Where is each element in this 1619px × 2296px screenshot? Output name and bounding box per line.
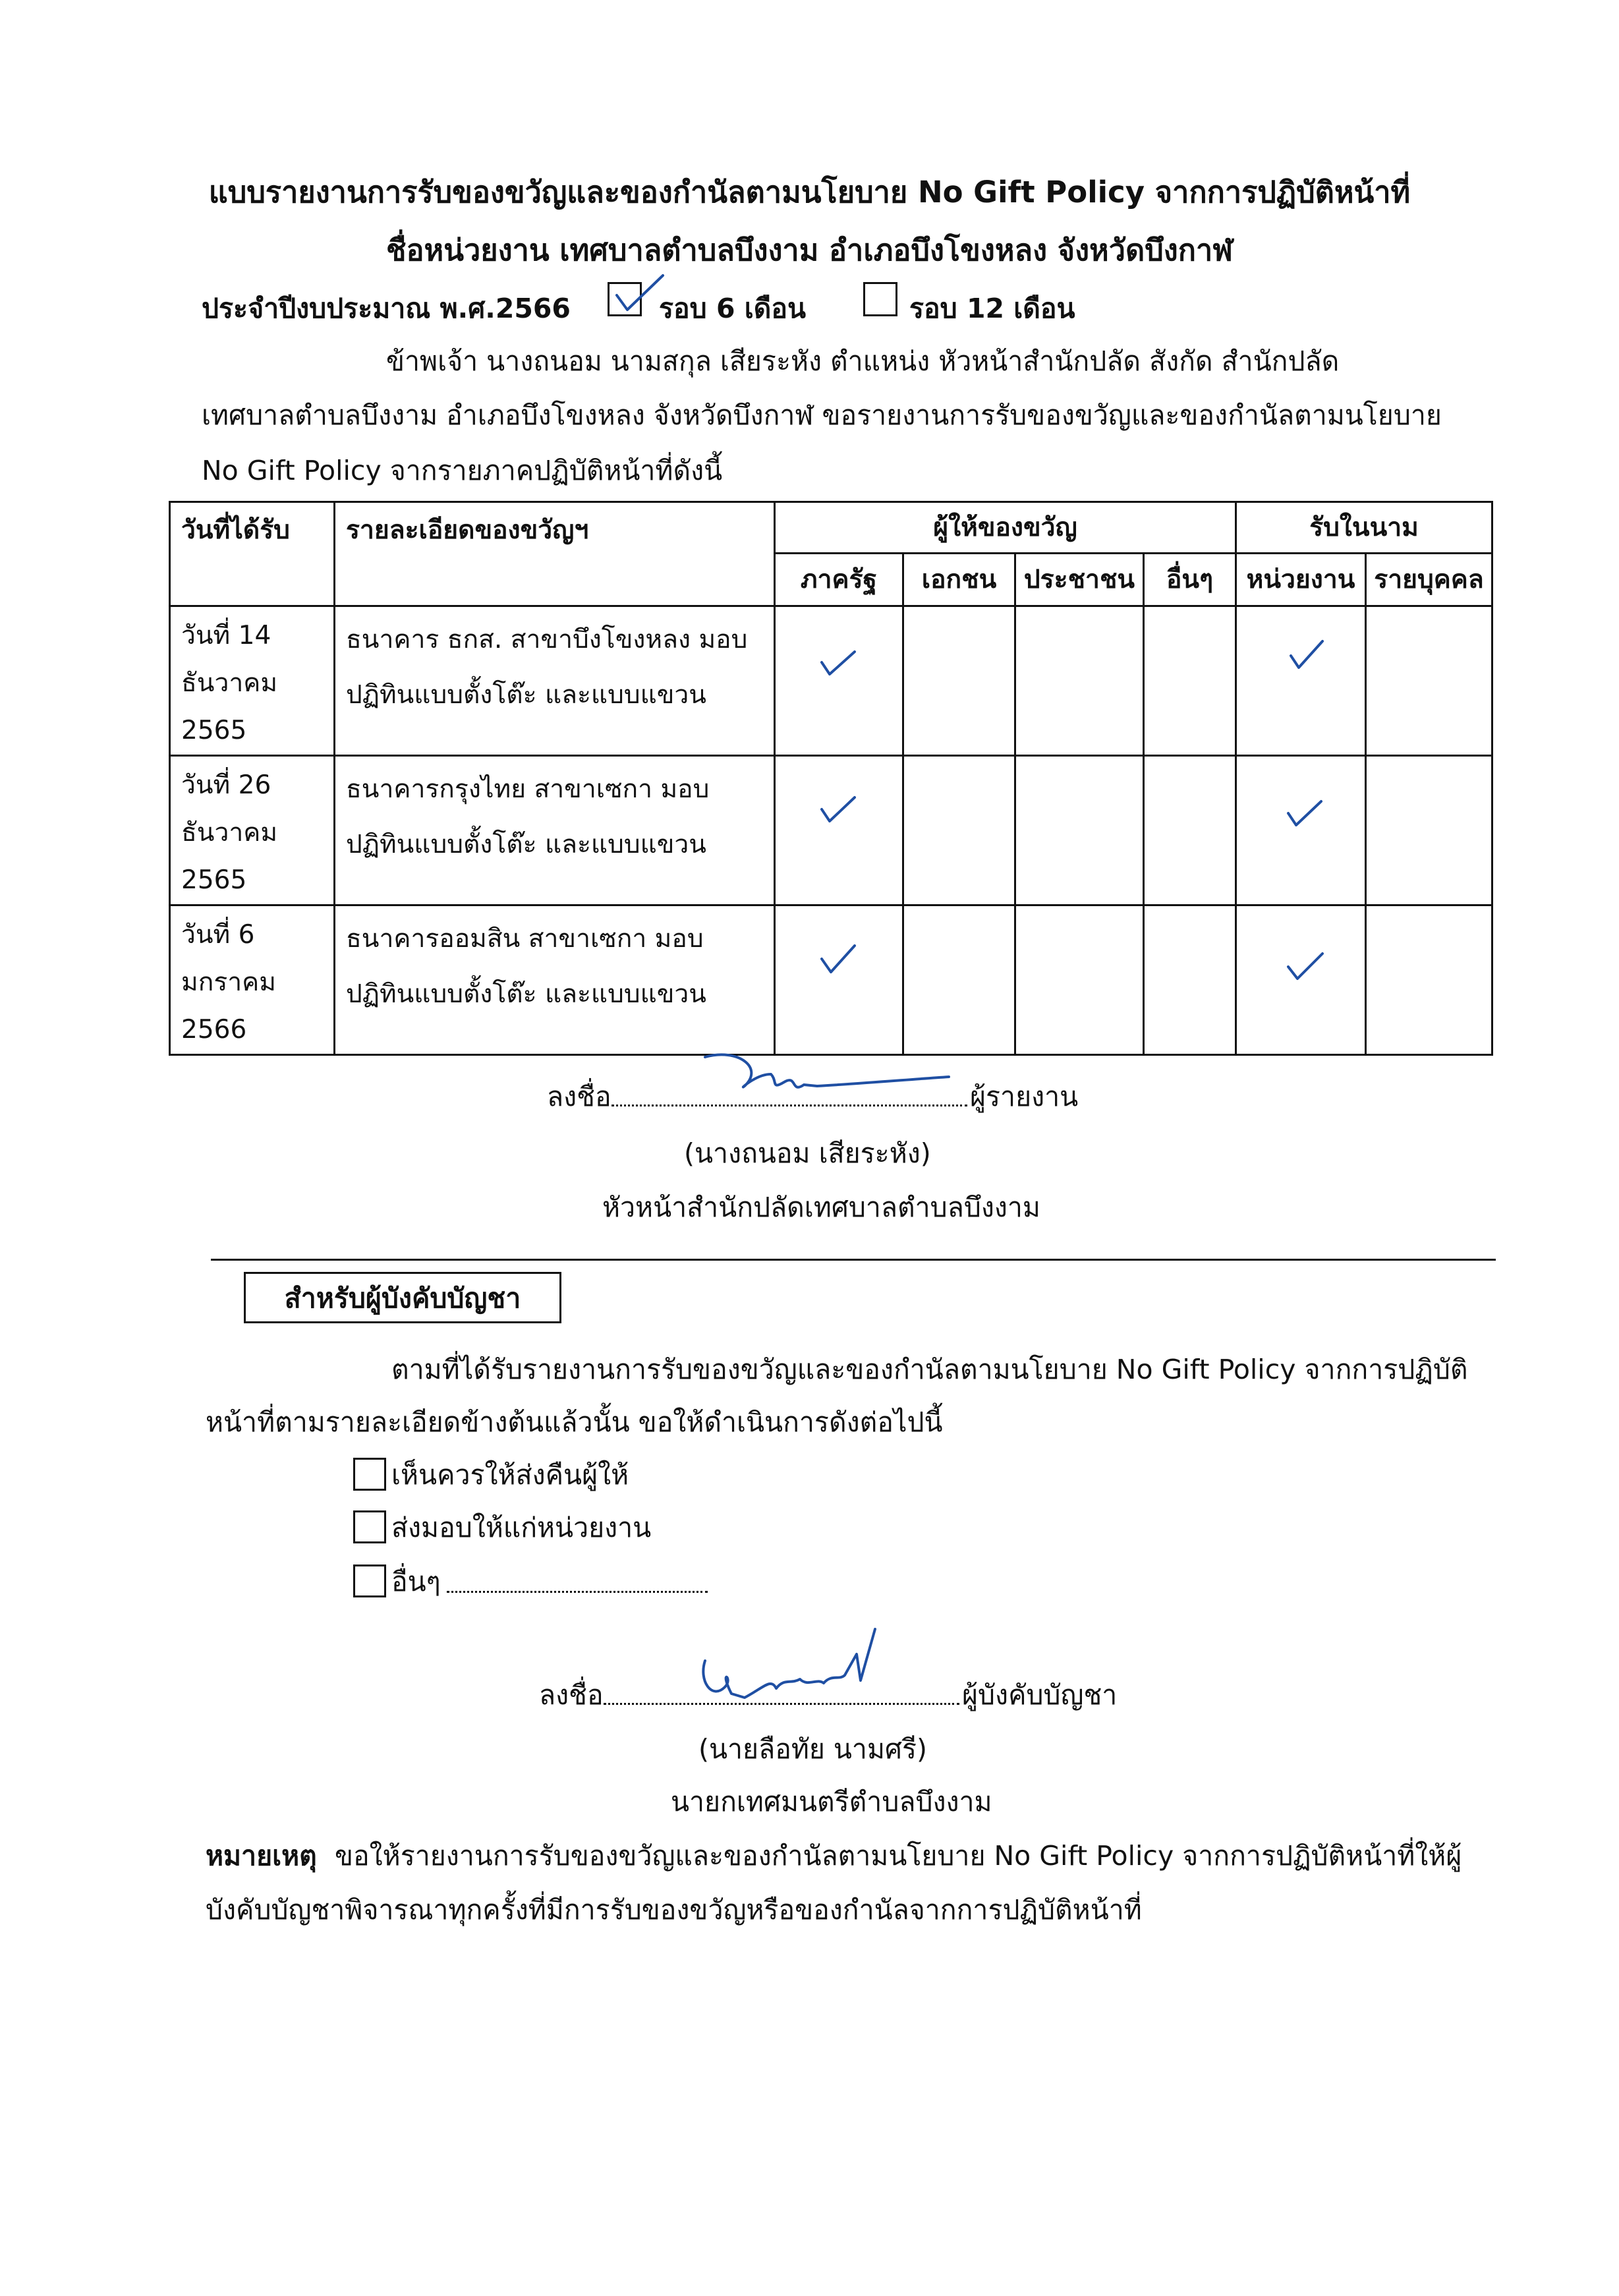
option-handover-label: ส่งมอบให้แก่หน่วยงาน	[391, 1512, 652, 1543]
option-return-checkbox[interactable]	[353, 1458, 386, 1491]
note-label: หมายเหตุ	[206, 1840, 317, 1872]
check-mark-icon	[819, 793, 859, 828]
note-line-1: ขอให้รายงานการรับของขวัญและของกำนัลตามนโยบาย No Gift Policy จากการปฏิบัติหน้าที่ให้ผู้	[335, 1840, 1462, 1872]
commander-position: นายกเทศมนตรีตำบลบึงงาม	[671, 1786, 992, 1818]
reporter-signature	[692, 1048, 955, 1107]
cell-giver-public	[1015, 756, 1144, 905]
header-receiver-group: รับในนาม	[1236, 502, 1492, 554]
commander-para-line-1: ตามที่ได้รับรายงานการรับของขวัญและของกำนัลตามนโยบาย No Gift Policy จากการปฏิบัติ	[391, 1354, 1468, 1385]
cell-giver-private	[903, 606, 1015, 756]
cell-receiver-individual	[1366, 756, 1492, 905]
cell-giver-other	[1144, 756, 1236, 905]
option-handover-checkbox[interactable]	[353, 1510, 386, 1543]
cell-giver-private	[903, 756, 1015, 905]
header-detail: รายละเอียดของขวัญฯ	[335, 502, 775, 606]
reporter-name: (นางถนอม เสียระหัง)	[684, 1137, 931, 1169]
intro-line-3: No Gift Policy จากรายภาคปฏิบัติหน้าที่ดังนี้	[202, 455, 723, 486]
header-date: วันที่ได้รับ	[170, 502, 335, 606]
cell-receiver-agency	[1236, 905, 1366, 1055]
header-receiver-agency: หน่วยงาน	[1236, 554, 1366, 606]
commander-sign-label: ลงชื่อ	[539, 1679, 604, 1711]
cell-receiver-individual	[1366, 606, 1492, 756]
cell-receiver-agency	[1236, 756, 1366, 905]
cell-receiver-individual	[1366, 905, 1492, 1055]
commander-name: (นายลือทัย นามศรี)	[698, 1733, 928, 1765]
row-detail: ธนาคารกรุงไทย สาขาเซกา มอบ ปฏิทินแบบตั้งโต๊ะ และแบบแขวน	[335, 756, 775, 905]
commander-para-line-2: หน้าที่ตามรายละเอียดข้างต้นแล้วนั้น ขอให้ดำเนินการดังต่อไปนี้	[206, 1406, 943, 1438]
header-giver-private: เอกชน	[903, 554, 1015, 606]
intro-line-2: เทศบาลตำบลบึงงาม อำเภอบึงโขงหลง จังหวัดบึงกาฬ ขอรายงานการรับของขวัญและของกำนัลตามนโยบาย	[202, 399, 1442, 431]
fiscal-year-label: ประจำปีงบประมาณ พ.ศ.2566	[202, 293, 571, 324]
cell-giver-other	[1144, 905, 1236, 1055]
option-other-label: อื่นๆ	[391, 1566, 441, 1597]
header-receiver-individual: รายบุคคล	[1366, 554, 1492, 606]
cell-giver-private	[903, 905, 1015, 1055]
reporter-position: หัวหน้าสำนักปลัดเทศบาลตำบลบึงงาม	[602, 1191, 1040, 1223]
commander-signature	[692, 1615, 890, 1713]
cell-receiver-agency	[1236, 606, 1366, 756]
form-title: แบบรายงานการรับของขวัญและของกำนัลตามนโยบาย No Gift Policy จากการปฏิบัติหน้าที่	[208, 175, 1411, 210]
round-12-label: รอบ 12 เดือน	[909, 293, 1075, 324]
row-date: วันที่ 26 ธันวาคม 2565	[170, 756, 335, 905]
cell-giver-government	[775, 606, 903, 756]
gift-report-table	[169, 501, 1493, 1056]
commander-role: ผู้บังคับบัญชา	[962, 1679, 1118, 1711]
round-12-checkbox[interactable]	[863, 282, 897, 316]
check-mark-icon	[1286, 950, 1326, 984]
header-giver-other: อื่นๆ	[1144, 554, 1236, 606]
header-giver-government: ภาครัฐ	[775, 554, 903, 606]
option-other-checkbox[interactable]	[353, 1564, 386, 1597]
row-detail: ธนาคารออมสิน สาขาเซกา มอบ ปฏิทินแบบตั้งโต๊ะ และแบบแขวน	[335, 905, 775, 1055]
round-6-label: รอบ 6 เดือน	[659, 293, 807, 324]
reporter-role: ผู้รายงาน	[970, 1081, 1079, 1112]
cell-giver-other	[1144, 606, 1236, 756]
check-mark-icon	[1288, 639, 1328, 675]
note-line-2: บังคับบัญชาพิจารณาทุกครั้งที่มีการรับของขวัญหรือของกำนัลจากการปฏิบัติหน้าที่	[206, 1894, 1142, 1926]
cell-giver-public	[1015, 606, 1144, 756]
table-row	[170, 756, 1492, 905]
section-divider	[211, 1259, 1496, 1261]
row-date: วันที่ 14 ธันวาคม 2565	[170, 606, 335, 756]
option-other-line	[447, 1591, 708, 1593]
header-giver-public: ประชาชน	[1015, 554, 1144, 606]
cell-giver-public	[1015, 905, 1144, 1055]
cell-giver-government	[775, 756, 903, 905]
row-detail: ธนาคาร ธกส. สาขาบึงโขงหลง มอบ ปฏิทินแบบตั้งโต๊ะ และแบบแขวน	[335, 606, 775, 756]
check-mark-icon	[613, 270, 666, 316]
cell-giver-government	[775, 905, 903, 1055]
option-return-label: เห็นควรให้ส่งคืนผู้ให้	[391, 1459, 629, 1491]
agency-name: ชื่อหน่วยงาน เทศบาลตำบลบึงงาม อำเภอบึงโขงหลง จังหวัดบึงกาฬ	[385, 233, 1234, 268]
header-giver-group: ผู้ให้ของขวัญ	[775, 502, 1236, 554]
row-date: วันที่ 6 มกราคม 2566	[170, 905, 335, 1055]
intro-line-1: ข้าพเจ้า นางถนอม นามสกุล เสียระหัง ตำแหน่ง หัวหน้าสำนักปลัด สังกัด สำนักปลัด	[386, 345, 1340, 377]
check-mark-icon	[1286, 797, 1325, 832]
check-mark-icon	[819, 648, 859, 681]
reporter-sign-label: ลงชื่อ	[547, 1081, 611, 1112]
check-mark-icon	[819, 943, 859, 980]
table-row	[170, 905, 1492, 1055]
table-row	[170, 606, 1492, 756]
commander-section-title: สำหรับผู้บังคับบัญชา	[284, 1282, 521, 1314]
